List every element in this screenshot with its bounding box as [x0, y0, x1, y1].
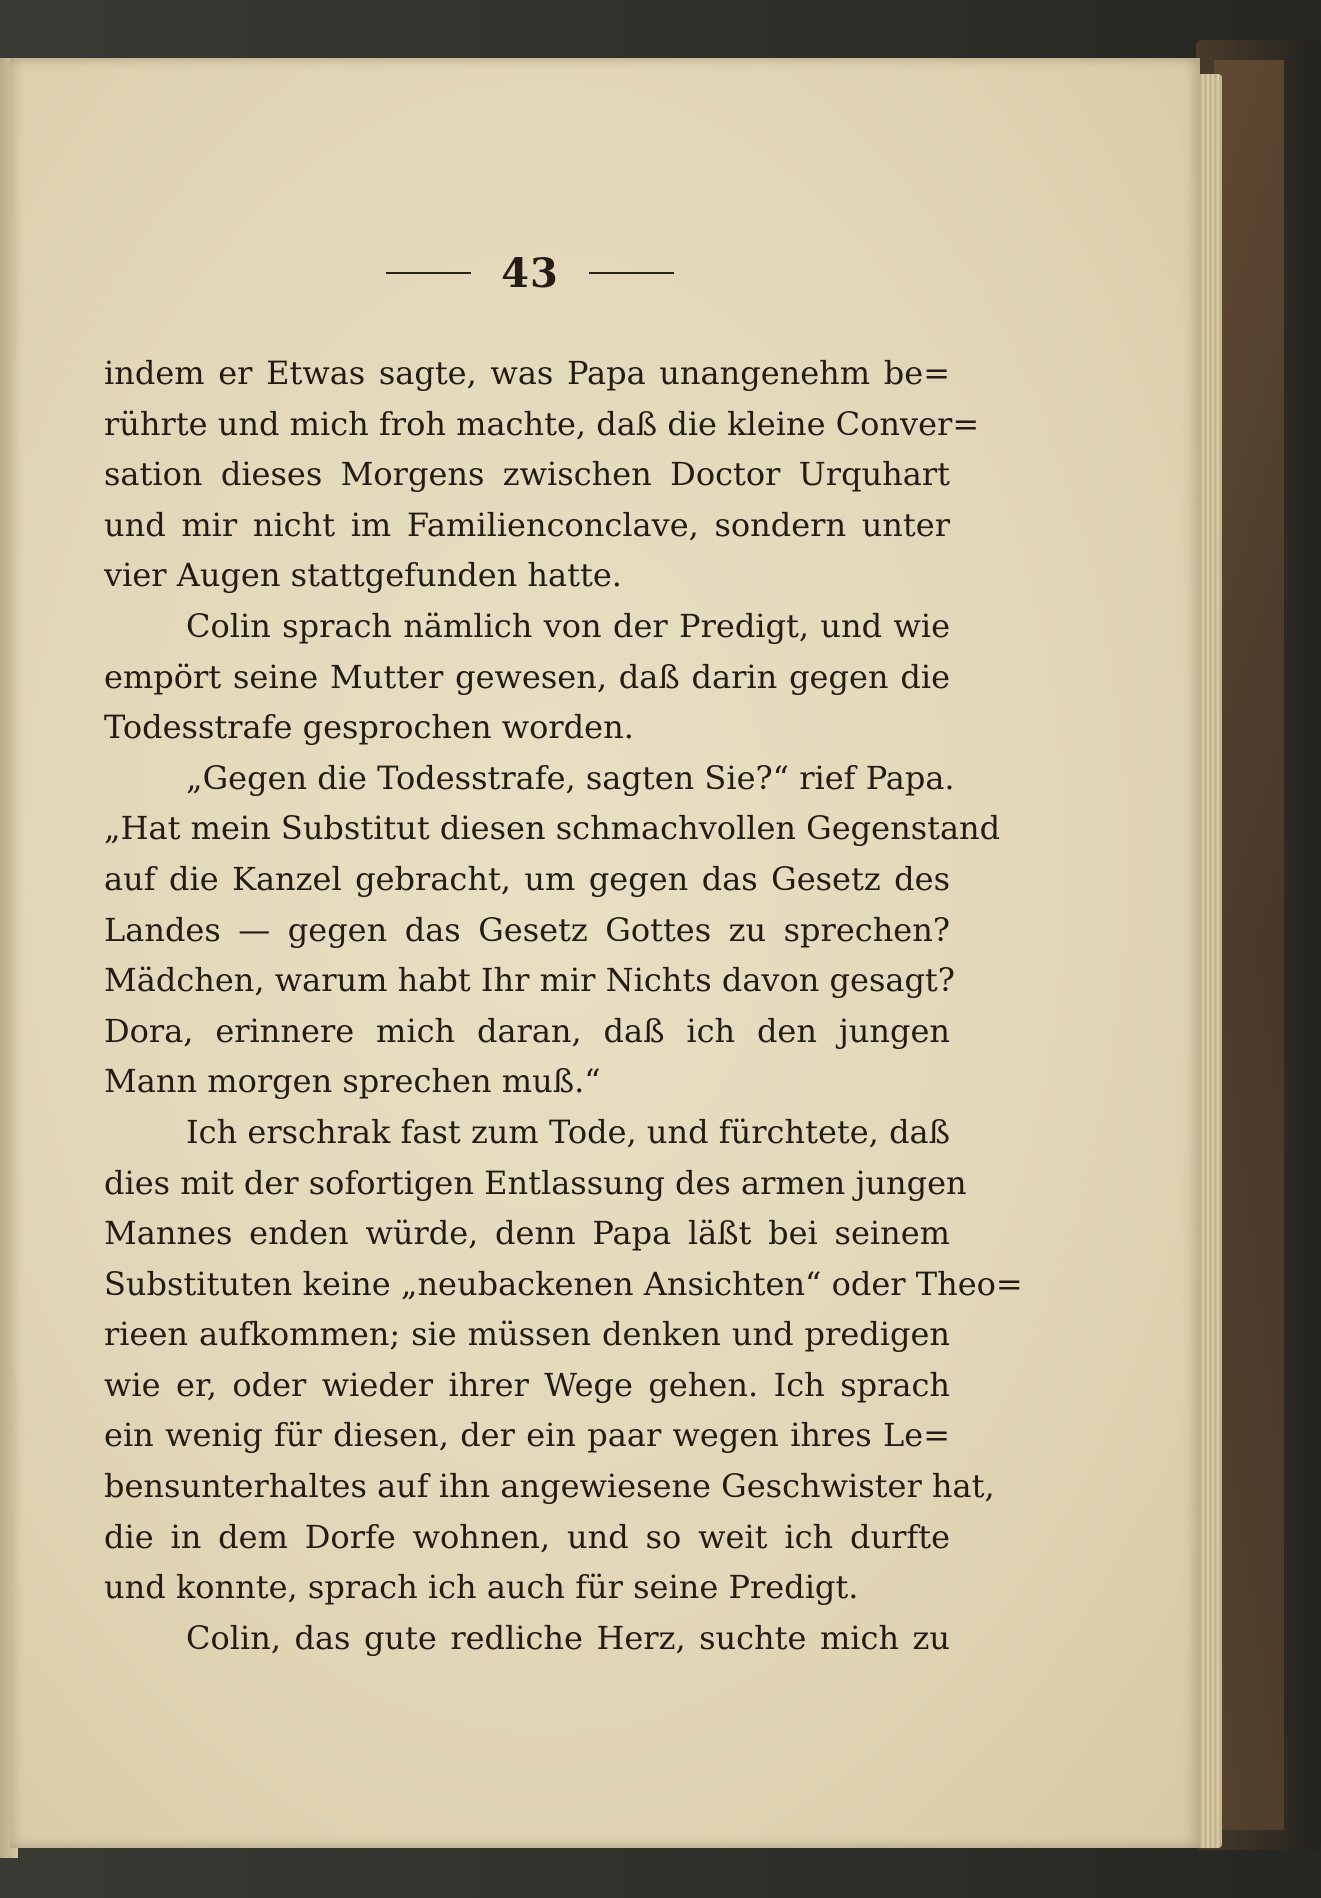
text-line: die in dem Dorfe wohnen, und so weit ich durfte	[104, 1517, 950, 1556]
page-number: 43	[501, 249, 559, 297]
book-page	[10, 58, 1200, 1848]
header-dash-left	[386, 272, 471, 274]
text-line: und konnte, sprach ich auch für seine Predigt.	[104, 1568, 859, 1607]
text-line: empört seine Mutter gewesen, daß darin gegen die	[104, 657, 950, 696]
text-line: Mannes enden würde, denn Papa läßt bei seinem	[104, 1214, 950, 1253]
text-line: rieen aufkommen; sie müssen denken und predigen	[104, 1315, 950, 1354]
text-line: Mädchen, warum habt Ihr mir Nichts davon gesagt?	[104, 961, 955, 1000]
text-line: und mir nicht im Familienconclave, sondern unter	[104, 505, 950, 544]
text-line: „Gegen die Todesstrafe, sagten Sie?“ rief Papa.	[186, 758, 955, 797]
text-line: wie er, oder wieder ihrer Wege gehen. Ich sprach	[104, 1365, 950, 1404]
leather-spine-strip	[1214, 60, 1284, 1830]
text-line: rührte und mich froh machte, daß die kleine Conver=	[104, 404, 980, 443]
text-line: indem er Etwas sagte, was Papa unangenehm be=	[104, 354, 950, 392]
text-line: Colin, das gute redliche Herz, suchte mich zu	[186, 1618, 950, 1657]
header-dash-right	[589, 272, 674, 274]
text-line: Todesstrafe gesprochen worden.	[104, 708, 634, 747]
text-line: vier Augen stattgefunden hatte.	[104, 556, 622, 595]
text-line: Colin sprach nämlich von der Predigt, und wie	[186, 606, 950, 645]
text-line: „Hat mein Substitut diesen schmachvollen Gegenstand	[104, 809, 1001, 848]
text-line: Landes — gegen das Gesetz Gottes zu sprechen?	[104, 910, 950, 949]
body-text	[104, 348, 1023, 1663]
text-line: dies mit der sofortigen Entlassung des armen jungen	[104, 1163, 967, 1202]
text-line: ein wenig für diesen, der ein paar wegen ihres Le=	[104, 1416, 950, 1455]
text-line: Dora, erinnere mich daran, daß ich den jungen	[104, 1011, 950, 1050]
text-line: Ich erschrak fast zum Tode, und fürchtete, daß	[186, 1112, 950, 1151]
text-line: auf die Kanzel gebracht, um gegen das Gesetz des	[104, 859, 950, 898]
page-header	[360, 243, 700, 303]
text-line: Substituten keine „neubackenen Ansichten“ oder Theo=	[104, 1264, 1023, 1303]
text-line: sation dieses Morgens zwischen Doctor Urquhart	[104, 455, 950, 494]
text-line: Mann morgen sprechen muß.“	[104, 1062, 601, 1101]
text-line: bensunterhaltes auf ihn angewiesene Geschwister hat,	[104, 1467, 995, 1506]
